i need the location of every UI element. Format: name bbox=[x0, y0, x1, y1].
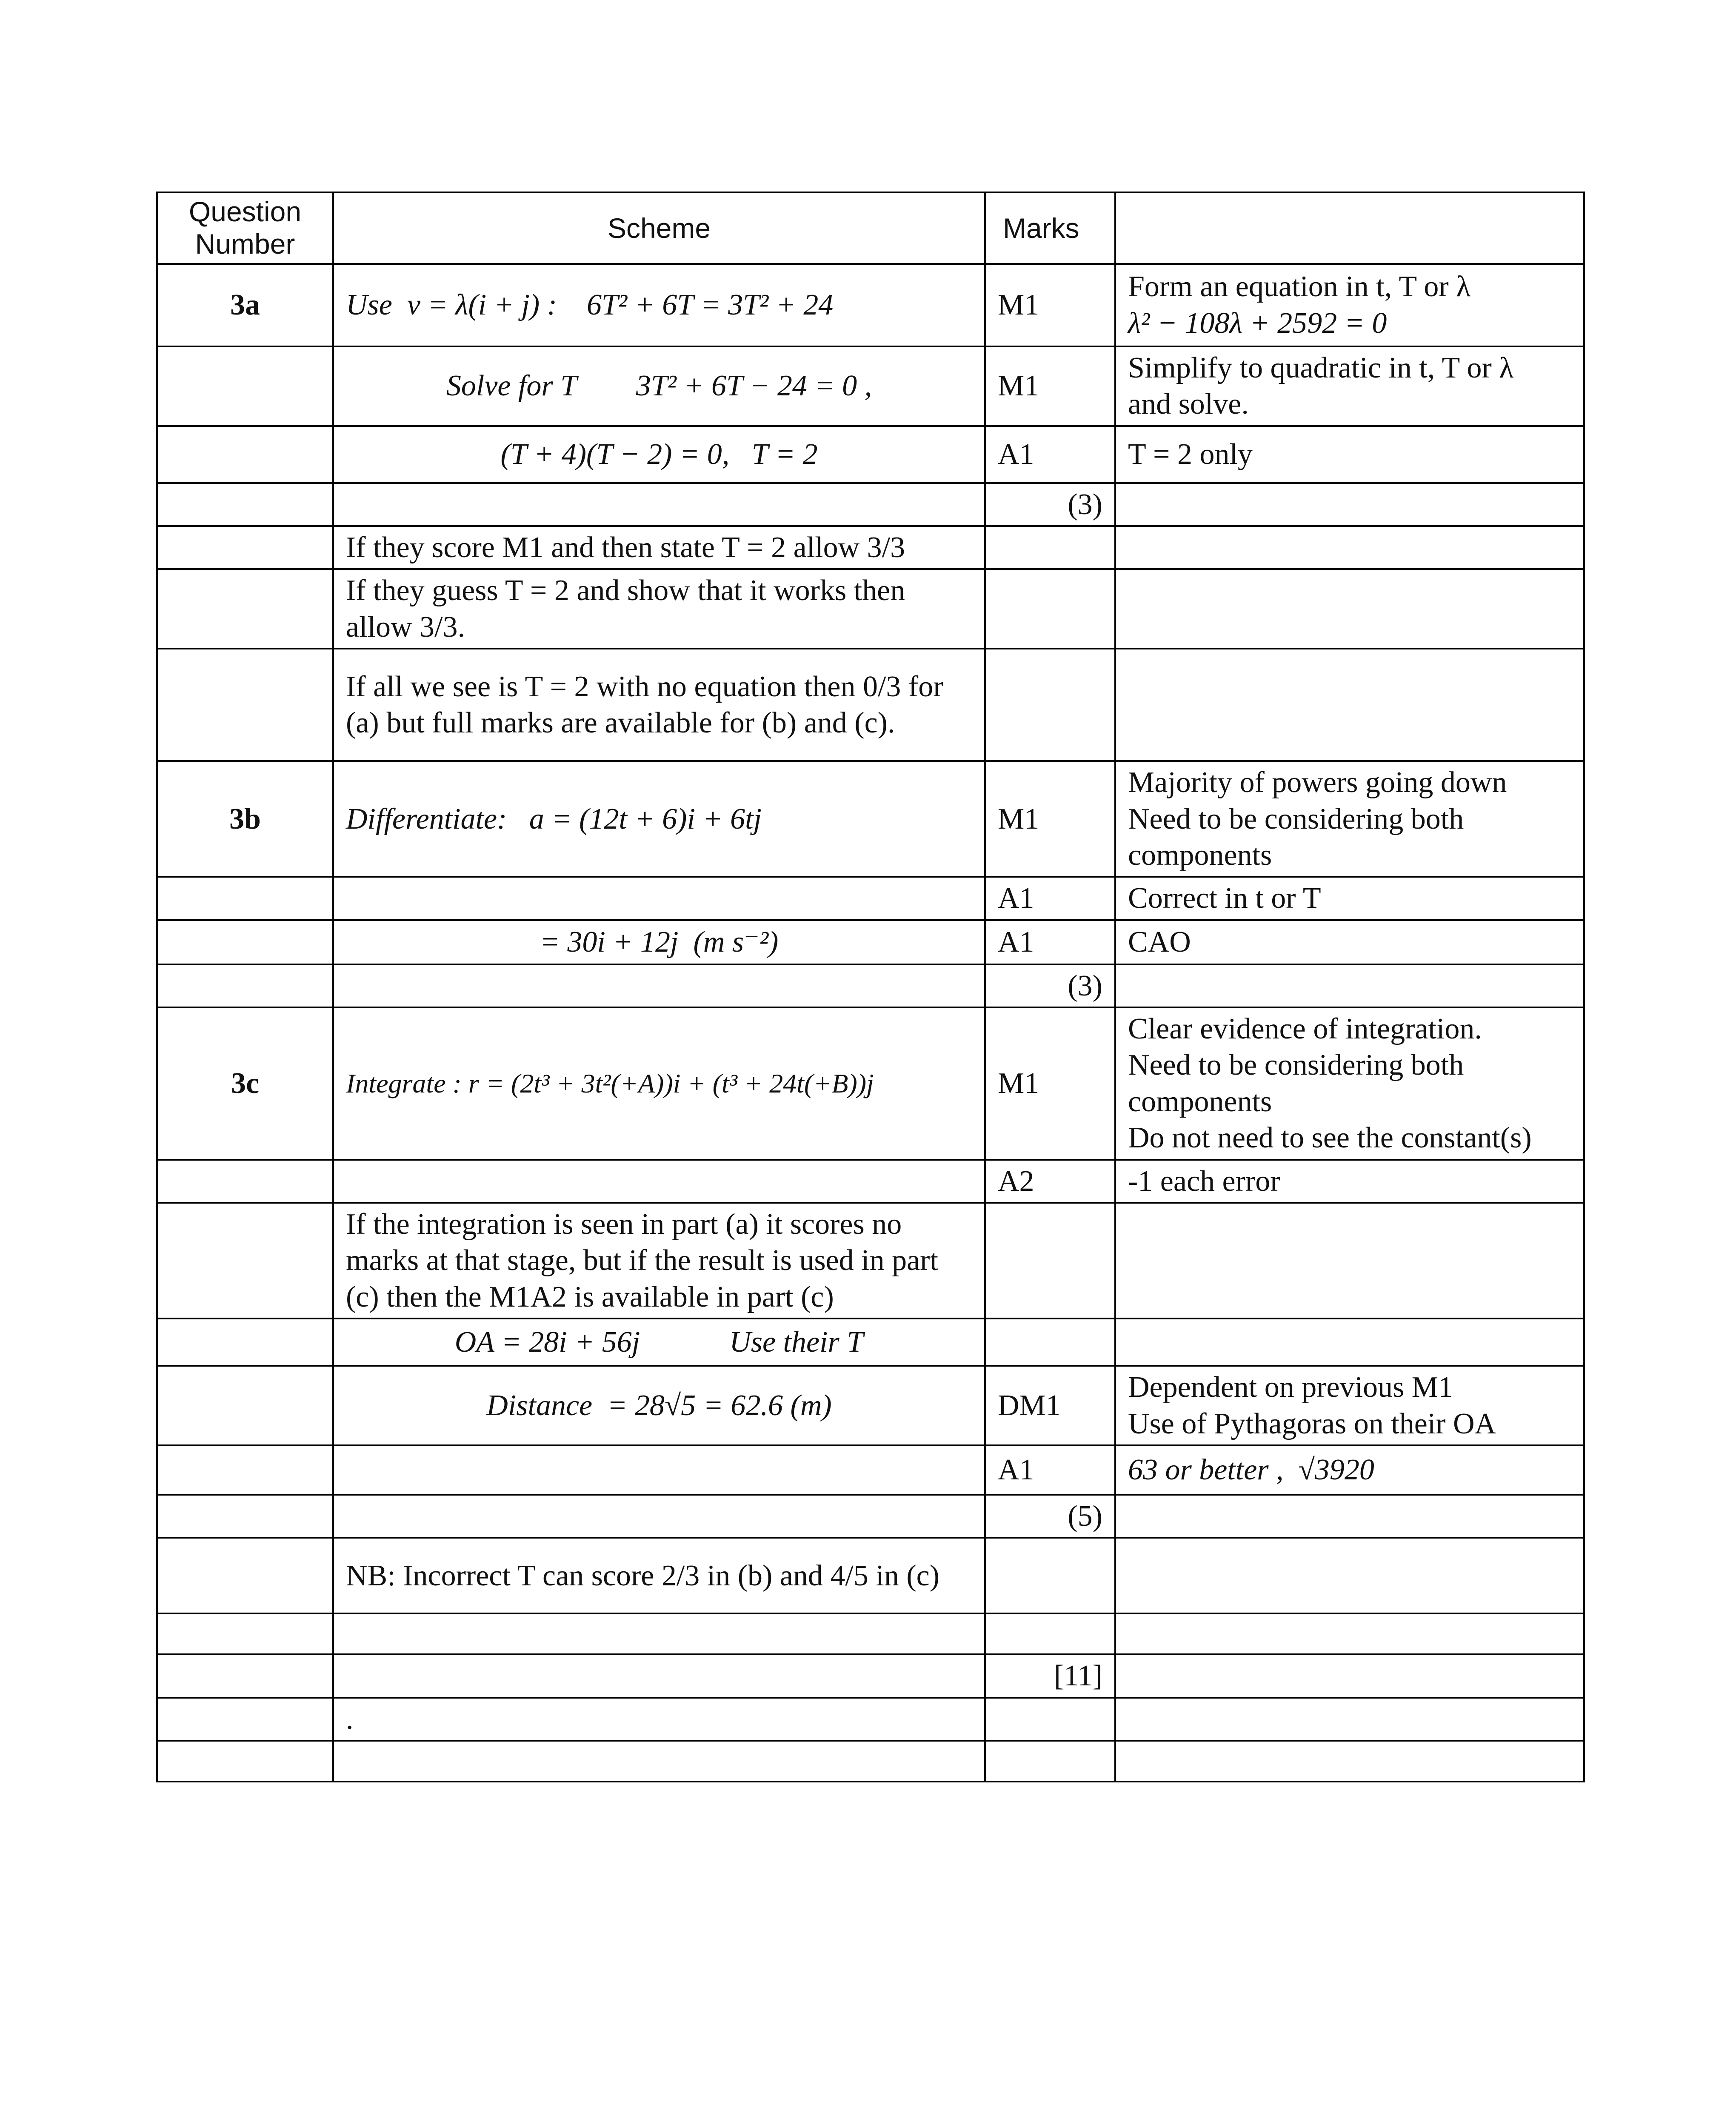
table-row bbox=[157, 1613, 1584, 1654]
note-cell: -1 each error bbox=[1115, 1160, 1584, 1203]
scheme-cell: If they score M1 and then state T = 2 allow 3/3 bbox=[333, 526, 985, 569]
note-line: Majority of powers going down bbox=[1128, 766, 1507, 799]
table-row bbox=[157, 1741, 1584, 1782]
question-label: 3a bbox=[157, 264, 333, 346]
scheme-cell: = 30i + 12j (m s⁻²) bbox=[333, 920, 985, 964]
question-label bbox=[157, 1613, 333, 1654]
note-cell bbox=[1115, 346, 1584, 426]
note-cell bbox=[1115, 1495, 1584, 1538]
scheme-cell bbox=[333, 877, 985, 920]
question-label bbox=[157, 483, 333, 526]
table-row bbox=[157, 1007, 1584, 1160]
mark-cell bbox=[985, 1741, 1115, 1782]
table-row bbox=[157, 346, 1584, 426]
note-cell: Correct in t or T bbox=[1115, 877, 1584, 920]
mark-cell: A1 bbox=[985, 920, 1115, 964]
mark-cell: DM1 bbox=[985, 1366, 1115, 1445]
scheme-cell bbox=[333, 1495, 985, 1538]
scheme-cell: OA = 28i + 56j Use their T bbox=[333, 1319, 985, 1366]
table-row bbox=[157, 483, 1584, 526]
question-label: 3b bbox=[157, 761, 333, 877]
scheme-cell: If they guess T = 2 and show that it works then allow 3/3. bbox=[333, 569, 985, 649]
question-label bbox=[157, 346, 333, 426]
table-row bbox=[157, 649, 1584, 761]
note-line: λ² − 108λ + 2592 = 0 bbox=[1128, 306, 1387, 340]
mark-cell bbox=[985, 1203, 1115, 1319]
note-cell: T = 2 only bbox=[1115, 426, 1584, 483]
table-row bbox=[157, 1366, 1584, 1445]
scheme-cell: Solve for T 3T² + 6T − 24 = 0 , bbox=[333, 346, 985, 426]
note-line: Dependent on previous M1 bbox=[1128, 1371, 1453, 1404]
table-row bbox=[157, 877, 1584, 920]
subtotal-cell: (3) bbox=[985, 964, 1115, 1007]
subtotal-cell: (5) bbox=[985, 1495, 1115, 1538]
table-row bbox=[157, 1698, 1584, 1741]
scheme-cell bbox=[333, 1654, 985, 1697]
subtotal-cell: (3) bbox=[985, 483, 1115, 526]
note-line: Use of Pythagoras on their OA bbox=[1128, 1407, 1496, 1440]
scheme-cell: . bbox=[333, 1698, 985, 1741]
question-label bbox=[157, 1160, 333, 1203]
question-label bbox=[157, 426, 333, 483]
mark-cell: M1 bbox=[985, 346, 1115, 426]
header-scheme: Scheme bbox=[333, 192, 985, 264]
question-label bbox=[157, 920, 333, 964]
scheme-cell bbox=[333, 1741, 985, 1782]
mark-cell: A1 bbox=[985, 426, 1115, 483]
table-row bbox=[157, 1160, 1584, 1203]
scheme-cell bbox=[333, 1160, 985, 1203]
header-notes bbox=[1115, 192, 1584, 264]
mark-cell: A1 bbox=[985, 1445, 1115, 1495]
mark-cell bbox=[985, 649, 1115, 761]
table-row bbox=[157, 526, 1584, 569]
mark-scheme-table bbox=[156, 192, 1585, 1782]
scheme-cell: NB: Incorrect T can score 2/3 in (b) and 4/5 in (c) bbox=[333, 1538, 985, 1613]
table-row bbox=[157, 761, 1584, 877]
question-label bbox=[157, 569, 333, 649]
table-row bbox=[157, 264, 1584, 346]
note-cell bbox=[1115, 1007, 1584, 1160]
note-cell bbox=[1115, 1538, 1584, 1613]
note-cell: 63 or better , √3920 bbox=[1115, 1445, 1584, 1495]
table-row bbox=[157, 920, 1584, 964]
note-cell bbox=[1115, 1613, 1584, 1654]
mark-cell: M1 bbox=[985, 264, 1115, 346]
note-cell bbox=[1115, 1741, 1584, 1782]
table-row bbox=[157, 1445, 1584, 1495]
note-cell bbox=[1115, 649, 1584, 761]
note-cell bbox=[1115, 1319, 1584, 1366]
note-line: Need to be considering both components bbox=[1128, 802, 1464, 872]
note-line: Clear evidence of integration. bbox=[1128, 1013, 1482, 1046]
note-line: Do not need to see the constant(s) bbox=[1128, 1121, 1532, 1155]
mark-cell bbox=[985, 526, 1115, 569]
table-row bbox=[157, 1319, 1584, 1366]
scheme-cell: Use v = λ(i + j) : 6T² + 6T = 3T² + 24 bbox=[333, 264, 985, 346]
table-row bbox=[157, 426, 1584, 483]
mark-cell: M1 bbox=[985, 1007, 1115, 1160]
scheme-cell: Distance = 28√5 = 62.6 (m) bbox=[333, 1366, 985, 1445]
note-cell bbox=[1115, 569, 1584, 649]
mark-cell bbox=[985, 1538, 1115, 1613]
header-row bbox=[157, 192, 1584, 264]
scheme-cell: (T + 4)(T − 2) = 0, T = 2 bbox=[333, 426, 985, 483]
note-line: Simplify to quadratic in t, T or λ bbox=[1128, 351, 1514, 384]
question-label bbox=[157, 877, 333, 920]
note-cell bbox=[1115, 964, 1584, 1007]
question-label bbox=[157, 1495, 333, 1538]
question-label bbox=[157, 1366, 333, 1445]
header-question-number: Question Number bbox=[157, 192, 333, 264]
question-label bbox=[157, 526, 333, 569]
note-line: Form an equation in t, T or λ bbox=[1128, 270, 1471, 303]
note-cell: CAO bbox=[1115, 920, 1584, 964]
note-cell bbox=[1115, 1366, 1584, 1445]
question-label bbox=[157, 1203, 333, 1319]
table-row bbox=[157, 1538, 1584, 1613]
question-label bbox=[157, 1445, 333, 1495]
note-line: Need to be considering both components bbox=[1128, 1049, 1464, 1118]
mark-cell bbox=[985, 1613, 1115, 1654]
note-cell bbox=[1115, 483, 1584, 526]
mark-cell: A1 bbox=[985, 877, 1115, 920]
question-label bbox=[157, 1698, 333, 1741]
note-line: and solve. bbox=[1128, 388, 1249, 421]
total-cell: [11] bbox=[985, 1654, 1115, 1697]
scheme-cell: If the integration is seen in part (a) it scores no marks at that stage, but if the result is used in part (c) then the M1A2 is available in part (c) bbox=[333, 1203, 985, 1319]
table-row bbox=[157, 964, 1584, 1007]
question-label bbox=[157, 1538, 333, 1613]
question-label bbox=[157, 1654, 333, 1697]
mark-cell bbox=[985, 1698, 1115, 1741]
table-row bbox=[157, 1203, 1584, 1319]
note-cell bbox=[1115, 1698, 1584, 1741]
question-label bbox=[157, 1319, 333, 1366]
question-label bbox=[157, 1741, 333, 1782]
note-cell bbox=[1115, 526, 1584, 569]
table-row bbox=[157, 1495, 1584, 1538]
header-marks: Marks bbox=[985, 192, 1115, 264]
scheme-cell bbox=[333, 483, 985, 526]
scheme-cell bbox=[333, 1445, 985, 1495]
mark-cell: A2 bbox=[985, 1160, 1115, 1203]
mark-cell bbox=[985, 569, 1115, 649]
scheme-cell: If all we see is T = 2 with no equation then 0/3 for (a) but full marks are available for (b) and (c). bbox=[333, 649, 985, 761]
scheme-cell: Integrate : r = (2t³ + 3t²(+A))i + (t³ + 24t(+B))j bbox=[333, 1007, 985, 1160]
table-row bbox=[157, 569, 1584, 649]
note-cell bbox=[1115, 1654, 1584, 1697]
question-label: 3c bbox=[157, 1007, 333, 1160]
scheme-cell bbox=[333, 1613, 985, 1654]
note-cell bbox=[1115, 761, 1584, 877]
scheme-cell bbox=[333, 964, 985, 1007]
scheme-cell: Differentiate: a = (12t + 6)i + 6tj bbox=[333, 761, 985, 877]
question-label bbox=[157, 649, 333, 761]
question-label bbox=[157, 964, 333, 1007]
mark-cell: M1 bbox=[985, 761, 1115, 877]
table-row bbox=[157, 1654, 1584, 1697]
mark-cell bbox=[985, 1319, 1115, 1366]
note-cell bbox=[1115, 264, 1584, 346]
note-cell bbox=[1115, 1203, 1584, 1319]
